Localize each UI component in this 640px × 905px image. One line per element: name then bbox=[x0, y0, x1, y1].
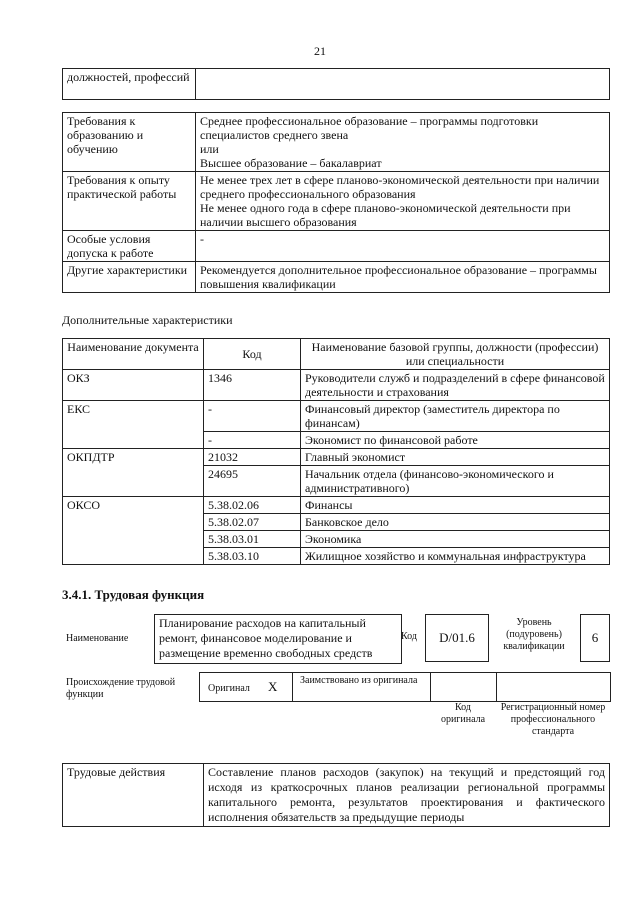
name-cell: Начальник отдела (финансово-экономического и административного) bbox=[301, 466, 610, 497]
code-box bbox=[425, 614, 489, 662]
req-value bbox=[196, 231, 610, 262]
req-row-experience bbox=[63, 172, 610, 231]
code-label: Код bbox=[401, 631, 417, 642]
additional-header-row bbox=[63, 339, 610, 370]
code-cell: 5.38.03.10 bbox=[204, 548, 301, 565]
cont-value bbox=[196, 69, 610, 100]
code-cell: 5.38.02.06 bbox=[204, 497, 301, 514]
reg-num-label: Регистрационный номер профессионального стандарта bbox=[500, 702, 606, 737]
req-line: Среднее профессиональное образование – программы подготовки специалистов среднего звена bbox=[200, 114, 539, 142]
continuation-table bbox=[62, 68, 610, 100]
name-cell: Жилищное хозяйство и коммунальная инфраструктура bbox=[301, 548, 610, 565]
level-value: 6 bbox=[591, 630, 599, 645]
name-cell: Экономика bbox=[301, 531, 610, 548]
doc-cell: ОКЗ bbox=[63, 370, 204, 401]
additional-heading: Дополнительные характеристики bbox=[62, 313, 233, 327]
req-line: Не менее трех лет в сфере планово-экономической деятельности при наличии среднего профессионального образования bbox=[200, 173, 600, 201]
table-row bbox=[63, 401, 610, 432]
code-value: D/01.6 bbox=[439, 630, 475, 645]
doc-cell: ЕКС bbox=[63, 401, 204, 449]
req-line: или bbox=[200, 142, 219, 156]
function-name-value: Планирование расходов на капитальный ремонт, финансовое моделирование и размещение временно свободных средств bbox=[159, 616, 373, 660]
name-cell: Главный экономист bbox=[301, 449, 610, 466]
code-cell: 1346 bbox=[204, 370, 301, 401]
actions-table bbox=[62, 763, 610, 827]
table-row bbox=[63, 449, 610, 466]
doc-cell: ОКПДТР bbox=[63, 449, 204, 497]
req-label: Требования к опыту практической работы bbox=[63, 172, 196, 231]
code-orig-label: Код оригинала bbox=[440, 702, 486, 725]
origin-box bbox=[199, 672, 611, 702]
additional-table bbox=[62, 338, 610, 565]
header-document: Наименование документа bbox=[63, 339, 204, 370]
req-line: Высшее образование – бакалавриат bbox=[200, 156, 382, 170]
table-row bbox=[63, 497, 610, 514]
name-label: Наименование bbox=[66, 633, 129, 644]
original-mark: X bbox=[268, 679, 278, 694]
code-cell: 24695 bbox=[204, 466, 301, 497]
actions-label: Трудовые действия bbox=[63, 764, 204, 827]
header-code: Код bbox=[204, 339, 301, 370]
requirements-table bbox=[62, 112, 610, 293]
page-number: 21 bbox=[314, 44, 326, 58]
req-value bbox=[196, 113, 610, 172]
req-label: Особые условия допуска к работе bbox=[63, 231, 196, 262]
divider bbox=[430, 673, 431, 701]
req-label: Другие характеристики bbox=[63, 262, 196, 293]
req-label: Требования к образованию и обучению bbox=[63, 113, 196, 172]
cont-label: должностей, профессий bbox=[63, 69, 196, 100]
req-value bbox=[196, 172, 610, 231]
code-cell: 5.38.03.01 bbox=[204, 531, 301, 548]
function-heading: 3.4.1. Трудовая функция bbox=[62, 587, 205, 602]
code-cell: - bbox=[204, 432, 301, 449]
name-cell: Экономист по финансовой работе bbox=[301, 432, 610, 449]
original-label: Оригинал bbox=[208, 683, 250, 694]
level-box bbox=[580, 614, 610, 662]
req-row-education bbox=[63, 113, 610, 172]
name-cell: Банковское дело bbox=[301, 514, 610, 531]
table-row bbox=[63, 370, 610, 401]
actions-text: Составление планов расходов (закупок) на текущий и предстоящий год исходя из краткосрочных планов реализации региональной программы капитального ремонта, результатов проектирования и фактического исполнения обязательств за предыдущие периоды bbox=[204, 764, 610, 827]
code-cell: 5.38.02.07 bbox=[204, 514, 301, 531]
code-cell: - bbox=[204, 401, 301, 432]
borrowed-label: Заимствовано из оригинала bbox=[300, 675, 418, 686]
level-label: Уровень (подуровень) квалификации bbox=[503, 617, 565, 652]
function-name-box bbox=[154, 614, 402, 664]
name-cell: Руководители служб и подразделений в сфере финансовой деятельности и страхования bbox=[301, 370, 610, 401]
name-cell: Финансы bbox=[301, 497, 610, 514]
req-line: - bbox=[200, 232, 204, 246]
name-cell: Финансовый директор (заместитель директора по финансам) bbox=[301, 401, 610, 432]
origin-label: Происхождение трудовой функции bbox=[66, 677, 176, 700]
req-value bbox=[196, 262, 610, 293]
code-cell: 21032 bbox=[204, 449, 301, 466]
req-row-conditions bbox=[63, 231, 610, 262]
req-line: Рекомендуется дополнительное профессиональное образование – программы повышения квалификации bbox=[200, 263, 597, 291]
divider bbox=[292, 673, 293, 701]
req-line: Не менее одного года в сфере планово-экономической деятельности при наличии высшего образования bbox=[200, 201, 571, 229]
doc-cell: ОКСО bbox=[63, 497, 204, 565]
divider bbox=[496, 673, 497, 701]
req-row-other bbox=[63, 262, 610, 293]
header-name: Наименование базовой группы, должности (профессии) или специальности bbox=[301, 339, 610, 370]
